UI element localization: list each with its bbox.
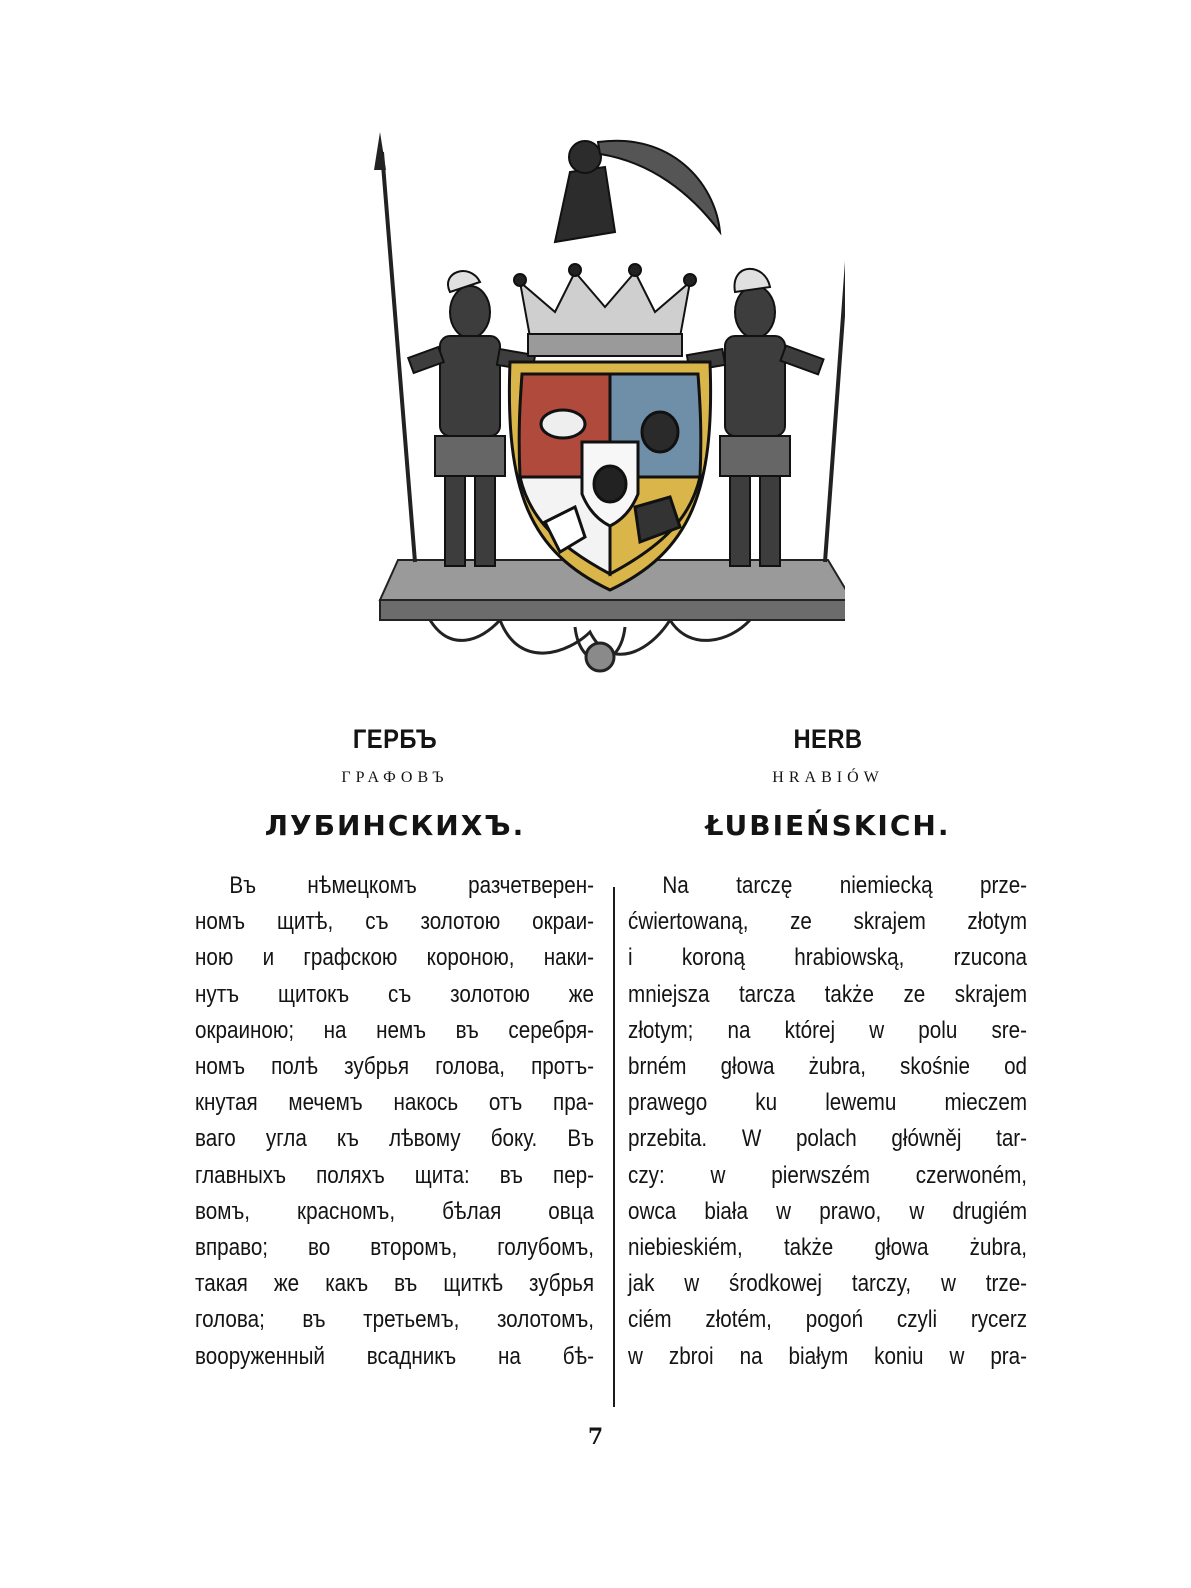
text-line: окраиною; на немъ въ серебря- xyxy=(195,1016,595,1044)
russian-heading: ГЕРБЪ xyxy=(352,724,438,754)
russian-subheading: ГРАФОВЪ xyxy=(341,769,449,786)
page-number: 7 xyxy=(587,1424,604,1450)
text-line: Въ нѣмецкомъ разчетверен- xyxy=(229,872,595,899)
text-line: главныхъ поляхъ щита: въ пер- xyxy=(195,1161,595,1189)
text-line: niebieskiém, także głowa żubra, xyxy=(628,1234,1028,1262)
text-line: mniejsza tarcza także ze skrajem xyxy=(628,980,1028,1008)
polish-heading: HERB xyxy=(793,724,863,754)
text-line: нутъ щитокъ съ золотою же xyxy=(195,980,595,1008)
text-line: вооруженный всадникъ на бѣ- xyxy=(195,1342,595,1370)
polish-column xyxy=(628,722,1028,1375)
column-divider xyxy=(613,887,615,1407)
text-line: jak w środkowej tarczy, w trze- xyxy=(628,1270,1028,1298)
polish-family-name: ŁUBIEŃSKICH. xyxy=(705,809,951,842)
text-line: ною и графскою короною, наки- xyxy=(195,944,595,972)
text-line: przebita. W polach główněj tar- xyxy=(628,1125,1028,1153)
text-line: brném głowa żubra, skośnie od xyxy=(628,1053,1028,1081)
text-line: ćwiertowaną, ze skrajem złotym xyxy=(628,908,1028,936)
polish-subheading: HRABIÓW xyxy=(772,769,884,786)
polish-body-text xyxy=(628,868,1028,1375)
text-line: вправо; во второмъ, голубомъ, xyxy=(195,1234,595,1262)
text-line: голова; въ третьемъ, золотомъ, xyxy=(195,1306,595,1334)
text-line: prawego ku lewemu mieczem xyxy=(628,1089,1028,1117)
russian-column xyxy=(195,722,595,1375)
text-line: Na tarczę niemiecką prze- xyxy=(662,872,1028,899)
text-line: czy: w pierwszém czerwoném, xyxy=(628,1161,1028,1189)
text-line: w zbroi na białym koniu w pra- xyxy=(628,1342,1028,1370)
coat-of-arms-illustration xyxy=(370,112,845,684)
text-line: номъ щитѣ, съ золотою окраи- xyxy=(195,908,595,936)
text-line: i koroną hrabiowską, rzucona xyxy=(628,944,1028,972)
text-line: такая же какъ въ щиткѣ зубрья xyxy=(195,1270,595,1298)
coat-of-arms-icon xyxy=(370,112,845,684)
text-line: złotym; na której w polu sre- xyxy=(628,1016,1028,1044)
text-line: номъ полѣ зубрья голова, протъ- xyxy=(195,1053,595,1081)
text-line: кнутая мечемъ накось отъ пра- xyxy=(195,1089,595,1117)
text-line: ваго угла къ лѣвому боку. Въ xyxy=(195,1125,595,1153)
text-line: owca biała w prawo, w drugiém xyxy=(628,1197,1028,1225)
russian-body-text xyxy=(195,868,595,1375)
text-line: вомъ, красномъ, бѣлая овца xyxy=(195,1197,595,1225)
russian-family-name: ЛУБИНСКИХЪ. xyxy=(264,809,526,842)
text-line: ciém złotém, pogoń czyli rycerz xyxy=(628,1306,1028,1334)
